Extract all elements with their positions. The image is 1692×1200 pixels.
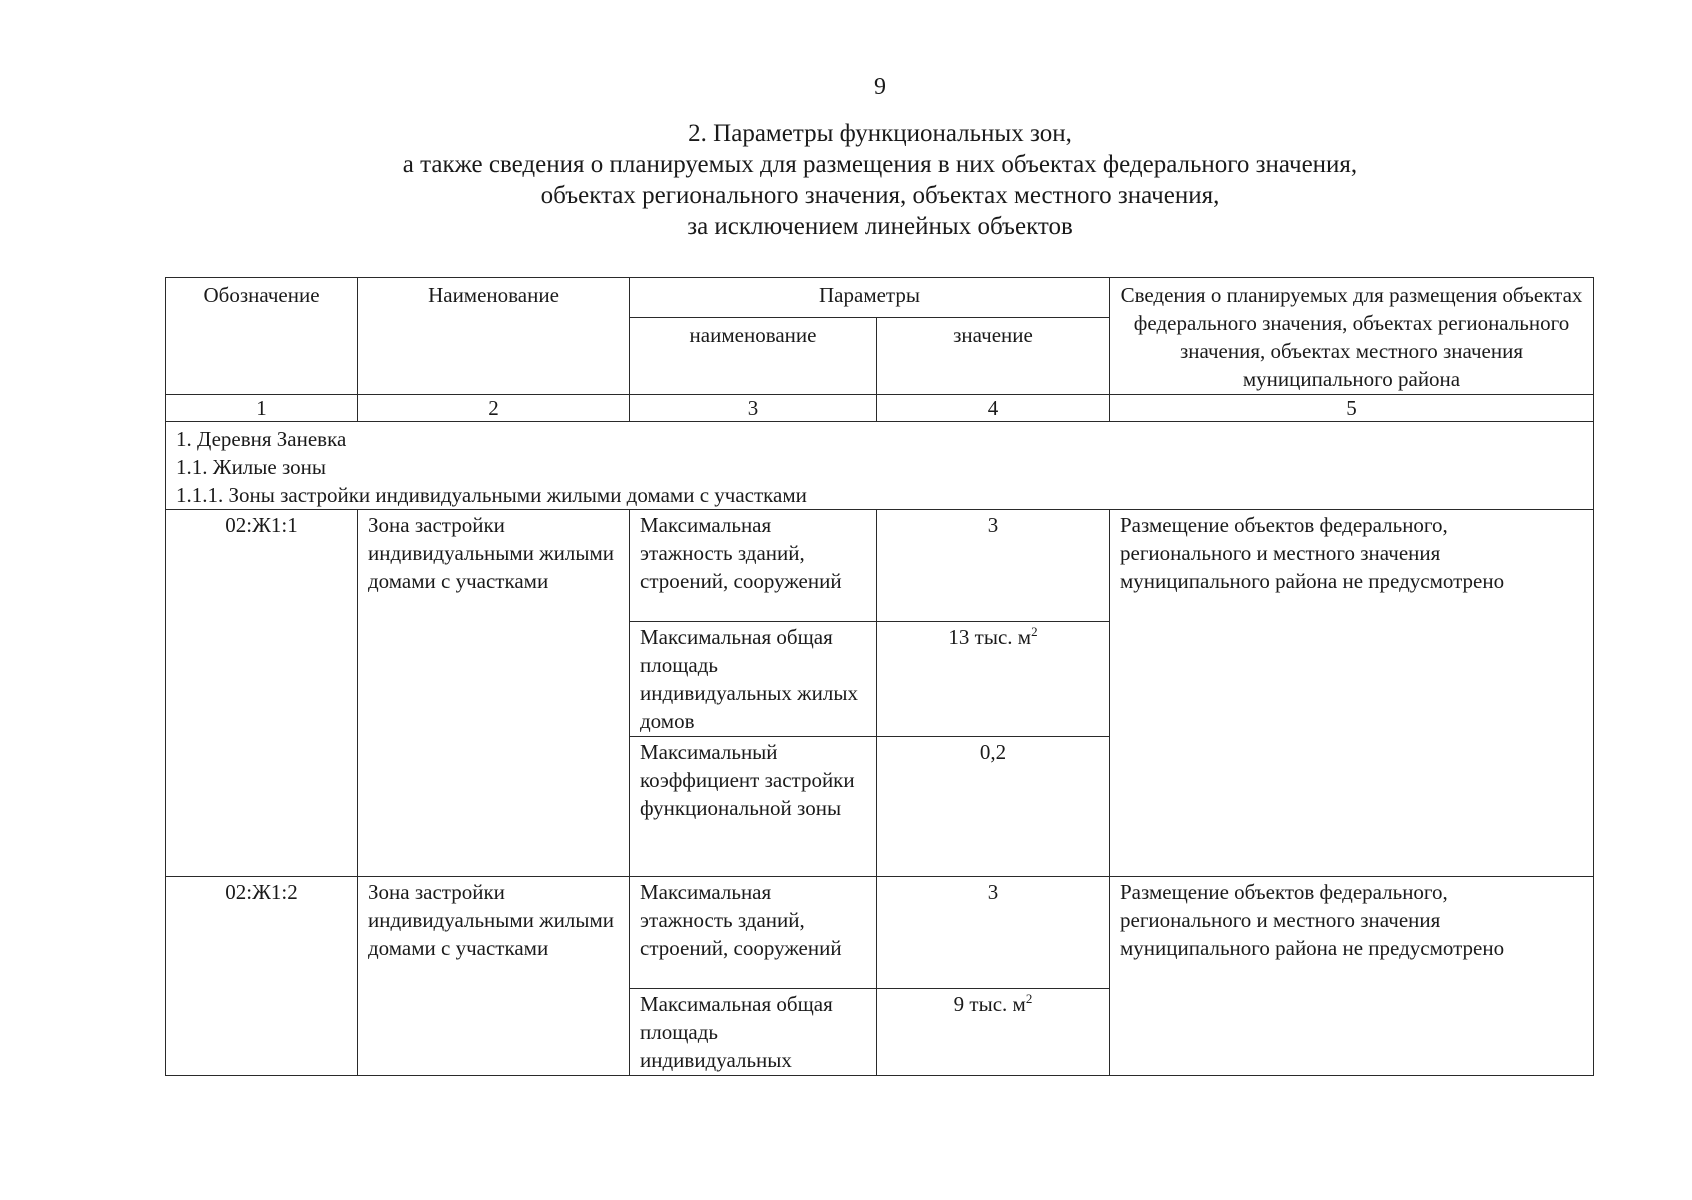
table-row <box>166 510 1594 622</box>
header-planned-objects-info: Сведения о планируемых для размещения объектах федерального значения, объектах регионального значения, объектах местного значения муниципального района <box>1110 278 1594 395</box>
section-cell <box>166 422 1594 510</box>
param-name: Максимальная этажность зданий, строений, сооружений <box>630 877 877 989</box>
zone-name: Зона застройки индивидуальными жилыми домами с участками <box>358 877 630 1076</box>
column-number: 5 <box>1110 395 1594 422</box>
table-row <box>166 877 1594 989</box>
param-value: 3 <box>877 877 1110 989</box>
column-number: 3 <box>630 395 877 422</box>
table-header-row <box>166 278 1594 318</box>
header-parameters: Параметры <box>630 278 1110 318</box>
column-number: 4 <box>877 395 1110 422</box>
planned-objects-info: Размещение объектов федерального, регионального и местного значения муниципального района не предусмотрено <box>1110 510 1594 877</box>
param-name: Максимальная общая площадь индивидуальных жилых домов <box>630 622 877 737</box>
param-name: Максимальный коэффициент застройки функциональной зоны <box>630 737 877 877</box>
zone-designation: 02:Ж1:1 <box>166 510 358 877</box>
header-param-name: наименование <box>630 317 877 394</box>
section-row <box>166 422 1594 510</box>
page-number: 9 <box>874 74 886 100</box>
column-numbers-row <box>166 395 1594 422</box>
planned-objects-info: Размещение объектов федерального, регионального и местного значения муниципального района не предусмотрено <box>1110 877 1594 1076</box>
section-zone-group: 1.1. Жилые зоны <box>176 455 326 479</box>
header-param-value: значение <box>877 317 1110 394</box>
zones-parameters-table <box>165 277 1594 1076</box>
param-name: Максимальная общая площадь индивидуальных <box>630 989 877 1076</box>
param-value: 9 тыс. $м^2$ <box>877 989 1110 1076</box>
section-settlement: 1. Деревня Заневка <box>176 427 347 451</box>
param-value: 13 тыс. $м^2$ <box>877 622 1110 737</box>
zone-designation: 02:Ж1:2 <box>166 877 358 1076</box>
document-heading <box>0 118 1692 242</box>
param-value: 3 <box>877 510 1110 622</box>
header-name: Наименование <box>358 278 630 395</box>
section-zone-subgroup: 1.1.1. Зоны застройки индивидуальными жилыми домами с участками <box>176 483 807 507</box>
heading-line-3: объектах регионального значения, объектах местного значения, <box>540 182 1220 209</box>
heading-line-1: 2. Параметры функциональных зон, <box>688 120 1072 147</box>
zone-name: Зона застройки индивидуальными жилыми домами с участками <box>358 510 630 877</box>
column-number: 1 <box>166 395 358 422</box>
param-value: 0,2 <box>877 737 1110 877</box>
param-name: Максимальная этажность зданий, строений, сооружений <box>630 510 877 622</box>
heading-line-4: за исключением линейных объектов <box>687 213 1073 240</box>
column-number: 2 <box>358 395 630 422</box>
header-designation: Обозначение <box>166 278 358 395</box>
heading-line-2: а также сведения о планируемых для размещения в них объектах федерального значения, <box>402 151 1358 178</box>
